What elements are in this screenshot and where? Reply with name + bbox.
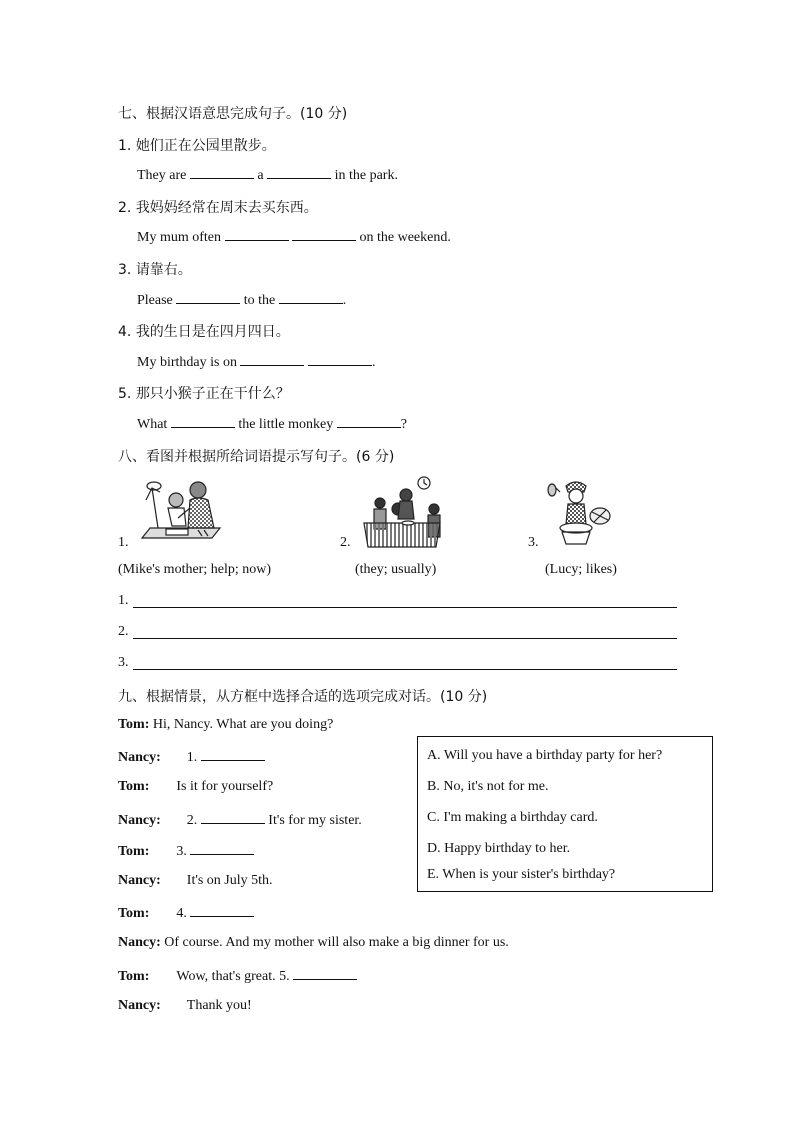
option-c: C. I'm making a birthday card. xyxy=(427,810,598,825)
dialogue-line-3: Tom: Is it for yourself? xyxy=(118,779,274,794)
picture-1-mother-helping-icon xyxy=(132,478,228,550)
dialogue-line-9: Tom: Wow, that's great. 5. xyxy=(118,967,357,985)
writing-line-2-number: 2. xyxy=(118,624,129,639)
picture-2-hint: (they; usually) xyxy=(355,562,437,577)
section-8-title: 八、看图并根据所给词语提示写句子。(6 分) xyxy=(118,449,395,465)
picture-1-number: 1. xyxy=(118,535,129,550)
dialogue-line-10: Nancy: Thank you! xyxy=(118,998,252,1013)
picture-1-hint: (Mike's mother; help; now) xyxy=(118,562,271,577)
dialogue-line-7: Tom: 4. xyxy=(118,904,254,922)
s7-item-4-cn: 4. 我的生日是在四月四日。 xyxy=(118,324,290,340)
answer-blank[interactable] xyxy=(240,353,304,366)
answer-blank[interactable] xyxy=(225,228,289,241)
answer-blank[interactable] xyxy=(190,842,254,855)
s7-item-5-en: What the little monkey ? xyxy=(137,417,407,432)
answer-blank[interactable] xyxy=(308,353,372,366)
dialogue-line-1: Tom: Hi, Nancy. What are you doing? xyxy=(118,717,334,732)
answer-blank[interactable] xyxy=(337,415,401,428)
s7-item-3-en: Please to the . xyxy=(137,293,347,308)
writing-line-1[interactable] xyxy=(133,607,677,608)
s7-item-3-cn: 3. 请靠右。 xyxy=(118,262,192,278)
option-a: A. Will you have a birthday party for her? xyxy=(427,748,663,763)
answer-blank[interactable] xyxy=(279,291,343,304)
section-9-title: 九、根据情景，从方框中选择合适的选项完成对话。(10 分) xyxy=(118,689,488,705)
answer-blank[interactable] xyxy=(201,748,265,761)
s7-item-2-en: My mum often on the weekend. xyxy=(137,230,451,245)
answer-blank[interactable] xyxy=(190,904,254,917)
picture-3-hint: (Lucy; likes) xyxy=(545,562,617,577)
writing-line-3-number: 3. xyxy=(118,655,129,670)
option-b: B. No, it's not for me. xyxy=(427,779,549,794)
dialogue-line-2: Nancy: 1. xyxy=(118,748,265,766)
dialogue-line-4: Nancy: 2. It's for my sister. xyxy=(118,813,362,828)
answer-blank[interactable] xyxy=(176,291,240,304)
answer-blank[interactable] xyxy=(267,166,331,179)
picture-2-family-dinner-icon xyxy=(358,473,446,549)
option-e: E. When is your sister's birthday? xyxy=(427,867,616,882)
answer-blank[interactable] xyxy=(171,415,235,428)
picture-3-number: 3. xyxy=(528,535,539,550)
picture-2-number: 2. xyxy=(340,535,351,550)
option-d: D. Happy birthday to her. xyxy=(427,841,571,856)
section-7-title: 七、根据汉语意思完成句子。(10 分) xyxy=(118,106,348,122)
dialogue-line-6: Nancy: It's on July 5th. xyxy=(118,873,273,888)
writing-line-1-number: 1. xyxy=(118,593,129,608)
s7-item-4-en: My birthday is on . xyxy=(137,355,376,370)
writing-line-3[interactable] xyxy=(133,669,677,670)
answer-blank[interactable] xyxy=(293,967,357,980)
s7-item-5-cn: 5. 那只小猴子正在干什么？ xyxy=(118,386,290,402)
answer-blank[interactable] xyxy=(190,166,254,179)
picture-3-girl-cooking-icon xyxy=(546,478,612,548)
dialogue-line-8: Nancy: Of course. And my mother will also make a big dinner for us. xyxy=(118,935,509,950)
s7-item-2-cn: 2. 我妈妈经常在周末去买东西。 xyxy=(118,200,318,216)
writing-line-2[interactable] xyxy=(133,638,677,639)
answer-blank[interactable] xyxy=(201,811,265,824)
answer-blank[interactable] xyxy=(292,228,356,241)
dialogue-line-5: Tom: 3. xyxy=(118,842,254,860)
s7-item-1-cn: 1. 她们正在公园里散步。 xyxy=(118,138,276,154)
s7-item-1-en: They are a in the park. xyxy=(137,168,398,183)
